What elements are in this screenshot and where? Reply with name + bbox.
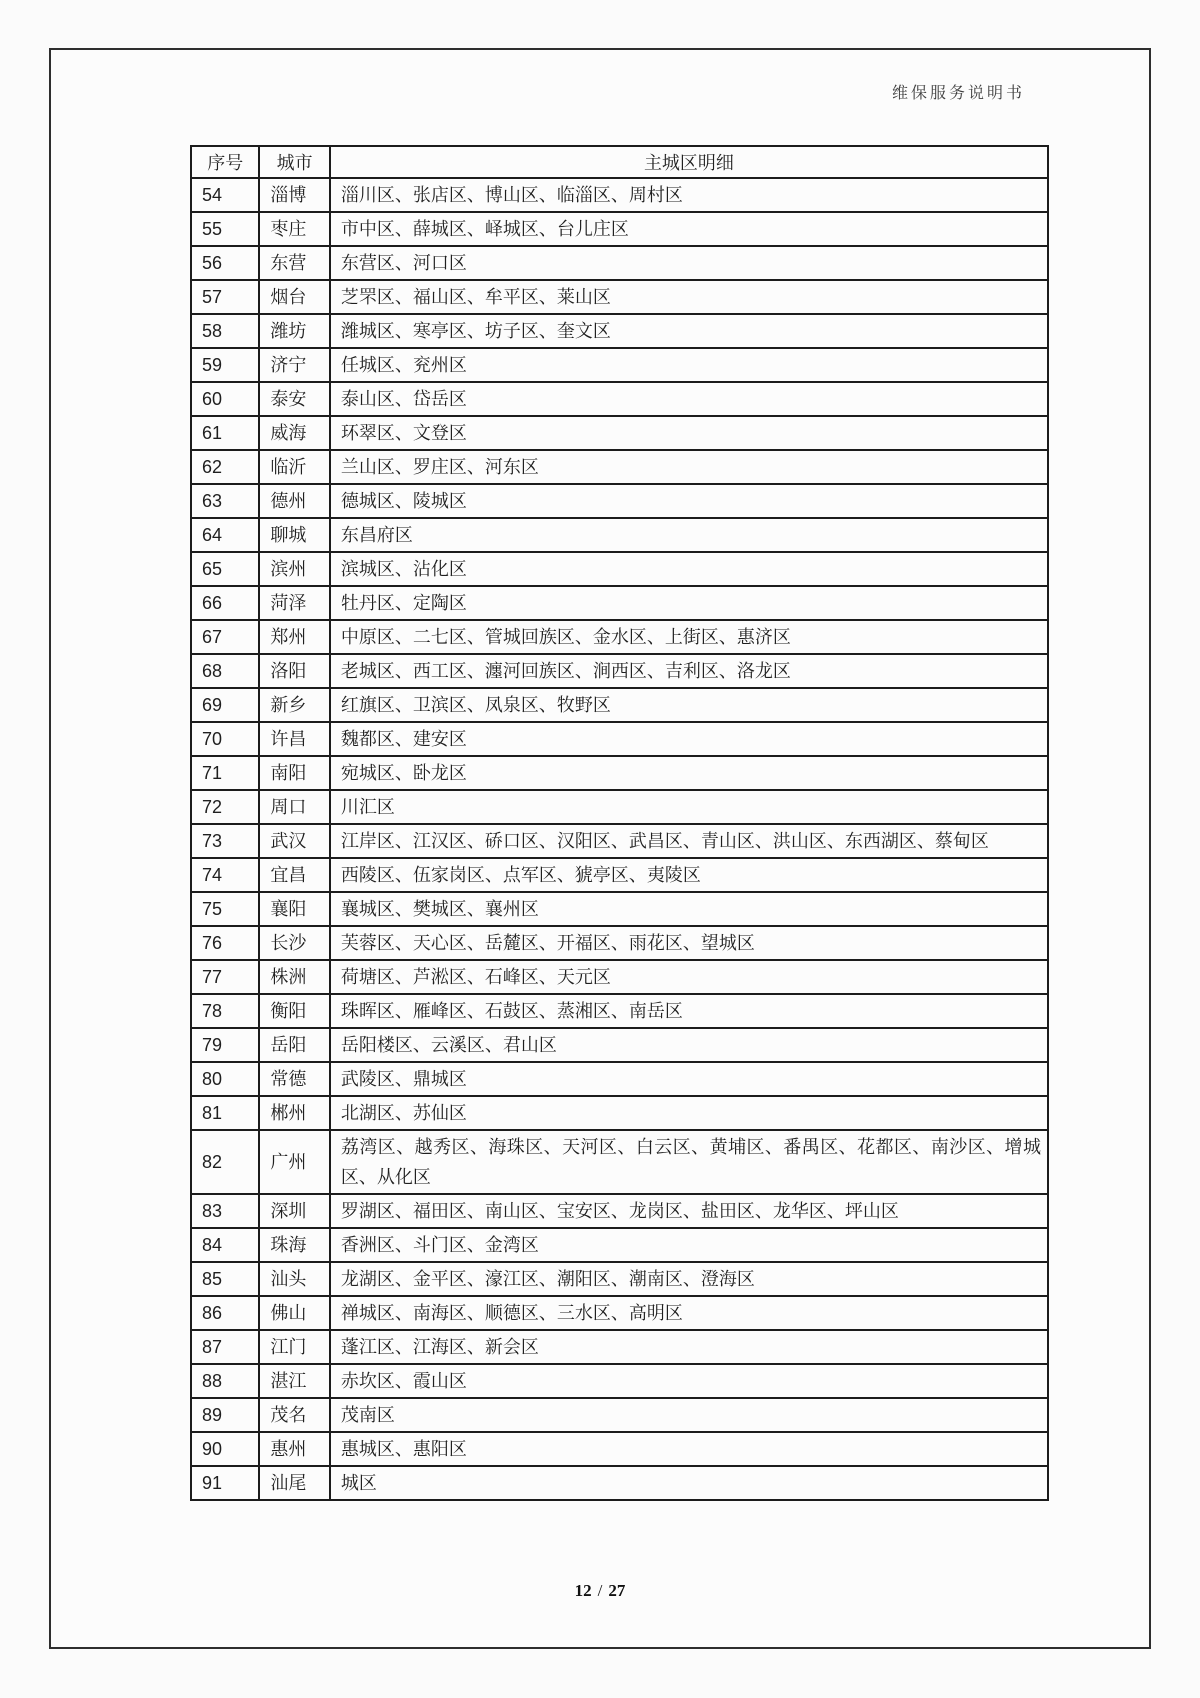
districts-cell: 任城区、兖州区 [330,348,1048,382]
row-number-cell: 75 [191,892,259,926]
districts-cell: 市中区、薛城区、峄城区、台儿庄区 [330,212,1048,246]
city-cell: 许昌 [259,722,329,756]
row-number-cell: 65 [191,552,259,586]
table-row [191,1062,1048,1096]
city-cell: 德州 [259,484,329,518]
city-cell: 滨州 [259,552,329,586]
row-number-cell: 58 [191,314,259,348]
column-header-districts: 主城区明细 [330,146,1048,178]
city-cell: 深圳 [259,1194,329,1228]
city-cell: 潍坊 [259,314,329,348]
city-cell: 惠州 [259,1432,329,1466]
city-cell: 洛阳 [259,654,329,688]
city-cell: 新乡 [259,688,329,722]
row-number-cell: 67 [191,620,259,654]
districts-cell: 惠城区、惠阳区 [330,1432,1048,1466]
table-row [191,824,1048,858]
row-number-cell: 63 [191,484,259,518]
table-row [191,926,1048,960]
table-row [191,960,1048,994]
city-cell: 济宁 [259,348,329,382]
city-cell: 茂名 [259,1398,329,1432]
districts-table [190,145,1049,1501]
table-row [191,756,1048,790]
row-number-cell: 64 [191,518,259,552]
row-number-cell: 74 [191,858,259,892]
row-number-cell: 69 [191,688,259,722]
districts-cell: 芝罘区、福山区、牟平区、莱山区 [330,280,1048,314]
table-row [191,416,1048,450]
row-number-cell: 89 [191,1398,259,1432]
table-row [191,348,1048,382]
page-border [49,48,1151,1649]
districts-cell: 茂南区 [330,1398,1048,1432]
current-page: 12 [574,1581,592,1600]
table-row [191,314,1048,348]
table-row [191,552,1048,586]
row-number-cell: 66 [191,586,259,620]
districts-cell: 牡丹区、定陶区 [330,586,1048,620]
table-row [191,1296,1048,1330]
districts-cell: 淄川区、张店区、博山区、临淄区、周村区 [330,178,1048,212]
city-cell: 广州 [259,1130,329,1194]
table-row [191,1262,1048,1296]
table-body [191,178,1048,1500]
city-cell: 常德 [259,1062,329,1096]
city-cell: 汕尾 [259,1466,329,1500]
row-number-cell: 84 [191,1228,259,1262]
row-number-cell: 88 [191,1364,259,1398]
districts-cell: 江岸区、江汉区、硚口区、汉阳区、武昌区、青山区、洪山区、东西湖区、蔡甸区 [330,824,1048,858]
districts-cell: 荷塘区、芦淞区、石峰区、天元区 [330,960,1048,994]
city-cell: 衡阳 [259,994,329,1028]
districts-cell: 中原区、二七区、管城回族区、金水区、上街区、惠济区 [330,620,1048,654]
table-row [191,1228,1048,1262]
table-row [191,1194,1048,1228]
column-header-number: 序号 [191,146,259,178]
row-number-cell: 57 [191,280,259,314]
city-cell: 郑州 [259,620,329,654]
city-cell: 枣庄 [259,212,329,246]
row-number-cell: 62 [191,450,259,484]
city-cell: 江门 [259,1330,329,1364]
column-header-city: 城市 [259,146,329,178]
page-separator: / [597,1581,603,1600]
row-number-cell: 59 [191,348,259,382]
city-cell: 周口 [259,790,329,824]
districts-cell: 滨城区、沾化区 [330,552,1048,586]
row-number-cell: 70 [191,722,259,756]
districts-cell: 川汇区 [330,790,1048,824]
districts-cell: 珠晖区、雁峰区、石鼓区、蒸湘区、南岳区 [330,994,1048,1028]
districts-cell: 罗湖区、福田区、南山区、宝安区、龙岗区、盐田区、龙华区、坪山区 [330,1194,1048,1228]
table-row [191,1432,1048,1466]
city-cell: 临沂 [259,450,329,484]
city-cell: 湛江 [259,1364,329,1398]
city-cell: 东营 [259,246,329,280]
table-row [191,688,1048,722]
row-number-cell: 86 [191,1296,259,1330]
city-cell: 襄阳 [259,892,329,926]
table-row [191,1364,1048,1398]
city-cell: 珠海 [259,1228,329,1262]
table-row [191,1096,1048,1130]
row-number-cell: 60 [191,382,259,416]
districts-cell: 芙蓉区、天心区、岳麓区、开福区、雨花区、望城区 [330,926,1048,960]
row-number-cell: 85 [191,1262,259,1296]
table-row [191,212,1048,246]
table-row [191,246,1048,280]
table-row [191,892,1048,926]
districts-cell: 襄城区、樊城区、襄州区 [330,892,1048,926]
districts-cell: 东营区、河口区 [330,246,1048,280]
table-row [191,518,1048,552]
table-row [191,1130,1048,1194]
city-cell: 岳阳 [259,1028,329,1062]
city-cell: 宜昌 [259,858,329,892]
table-row [191,994,1048,1028]
row-number-cell: 56 [191,246,259,280]
table-row [191,1330,1048,1364]
row-number-cell: 87 [191,1330,259,1364]
table-row [191,280,1048,314]
row-number-cell: 83 [191,1194,259,1228]
table-row [191,178,1048,212]
districts-cell: 魏都区、建安区 [330,722,1048,756]
table-header-row [191,146,1048,178]
city-cell: 南阳 [259,756,329,790]
city-cell: 淄博 [259,178,329,212]
districts-cell: 泰山区、岱岳区 [330,382,1048,416]
city-cell: 长沙 [259,926,329,960]
districts-cell: 西陵区、伍家岗区、点军区、猇亭区、夷陵区 [330,858,1048,892]
row-number-cell: 90 [191,1432,259,1466]
districts-cell: 东昌府区 [330,518,1048,552]
districts-cell: 北湖区、苏仙区 [330,1096,1048,1130]
row-number-cell: 78 [191,994,259,1028]
city-cell: 佛山 [259,1296,329,1330]
row-number-cell: 76 [191,926,259,960]
districts-cell: 龙湖区、金平区、濠江区、潮阳区、潮南区、澄海区 [330,1262,1048,1296]
row-number-cell: 82 [191,1130,259,1194]
table-row [191,858,1048,892]
table-row [191,382,1048,416]
table-row [191,1466,1048,1500]
table-row [191,1028,1048,1062]
districts-cell: 武陵区、鼎城区 [330,1062,1048,1096]
city-cell: 郴州 [259,1096,329,1130]
page-title: 维保服务说明书 [892,85,1026,102]
row-number-cell: 61 [191,416,259,450]
city-cell: 泰安 [259,382,329,416]
districts-cell: 宛城区、卧龙区 [330,756,1048,790]
city-cell: 汕头 [259,1262,329,1296]
districts-cell: 潍城区、寒亭区、坊子区、奎文区 [330,314,1048,348]
city-cell: 烟台 [259,280,329,314]
table-row [191,586,1048,620]
districts-cell: 兰山区、罗庄区、河东区 [330,450,1048,484]
table-row [191,450,1048,484]
city-cell: 聊城 [259,518,329,552]
total-pages: 27 [608,1581,626,1600]
districts-cell: 岳阳楼区、云溪区、君山区 [330,1028,1048,1062]
page-number [51,1581,1149,1601]
city-cell: 株洲 [259,960,329,994]
row-number-cell: 55 [191,212,259,246]
row-number-cell: 77 [191,960,259,994]
row-number-cell: 68 [191,654,259,688]
districts-cell: 德城区、陵城区 [330,484,1048,518]
districts-cell: 城区 [330,1466,1048,1500]
row-number-cell: 71 [191,756,259,790]
table-row [191,654,1048,688]
districts-cell: 荔湾区、越秀区、海珠区、天河区、白云区、黄埔区、番禺区、花都区、南沙区、增城区、从化区 [330,1130,1048,1194]
row-number-cell: 73 [191,824,259,858]
row-number-cell: 72 [191,790,259,824]
row-number-cell: 81 [191,1096,259,1130]
row-number-cell: 54 [191,178,259,212]
districts-cell: 老城区、西工区、瀍河回族区、涧西区、吉利区、洛龙区 [330,654,1048,688]
row-number-cell: 91 [191,1466,259,1500]
row-number-cell: 80 [191,1062,259,1096]
table-row [191,484,1048,518]
table-row [191,722,1048,756]
districts-cell: 环翠区、文登区 [330,416,1048,450]
row-number-cell: 79 [191,1028,259,1062]
districts-cell: 蓬江区、江海区、新会区 [330,1330,1048,1364]
districts-cell: 红旗区、卫滨区、凤泉区、牧野区 [330,688,1048,722]
districts-cell: 赤坎区、霞山区 [330,1364,1048,1398]
districts-cell: 禅城区、南海区、顺德区、三水区、高明区 [330,1296,1048,1330]
table-row [191,620,1048,654]
city-cell: 威海 [259,416,329,450]
districts-cell: 香洲区、斗门区、金湾区 [330,1228,1048,1262]
table-row [191,790,1048,824]
table-row [191,1398,1048,1432]
city-cell: 武汉 [259,824,329,858]
city-cell: 菏泽 [259,586,329,620]
